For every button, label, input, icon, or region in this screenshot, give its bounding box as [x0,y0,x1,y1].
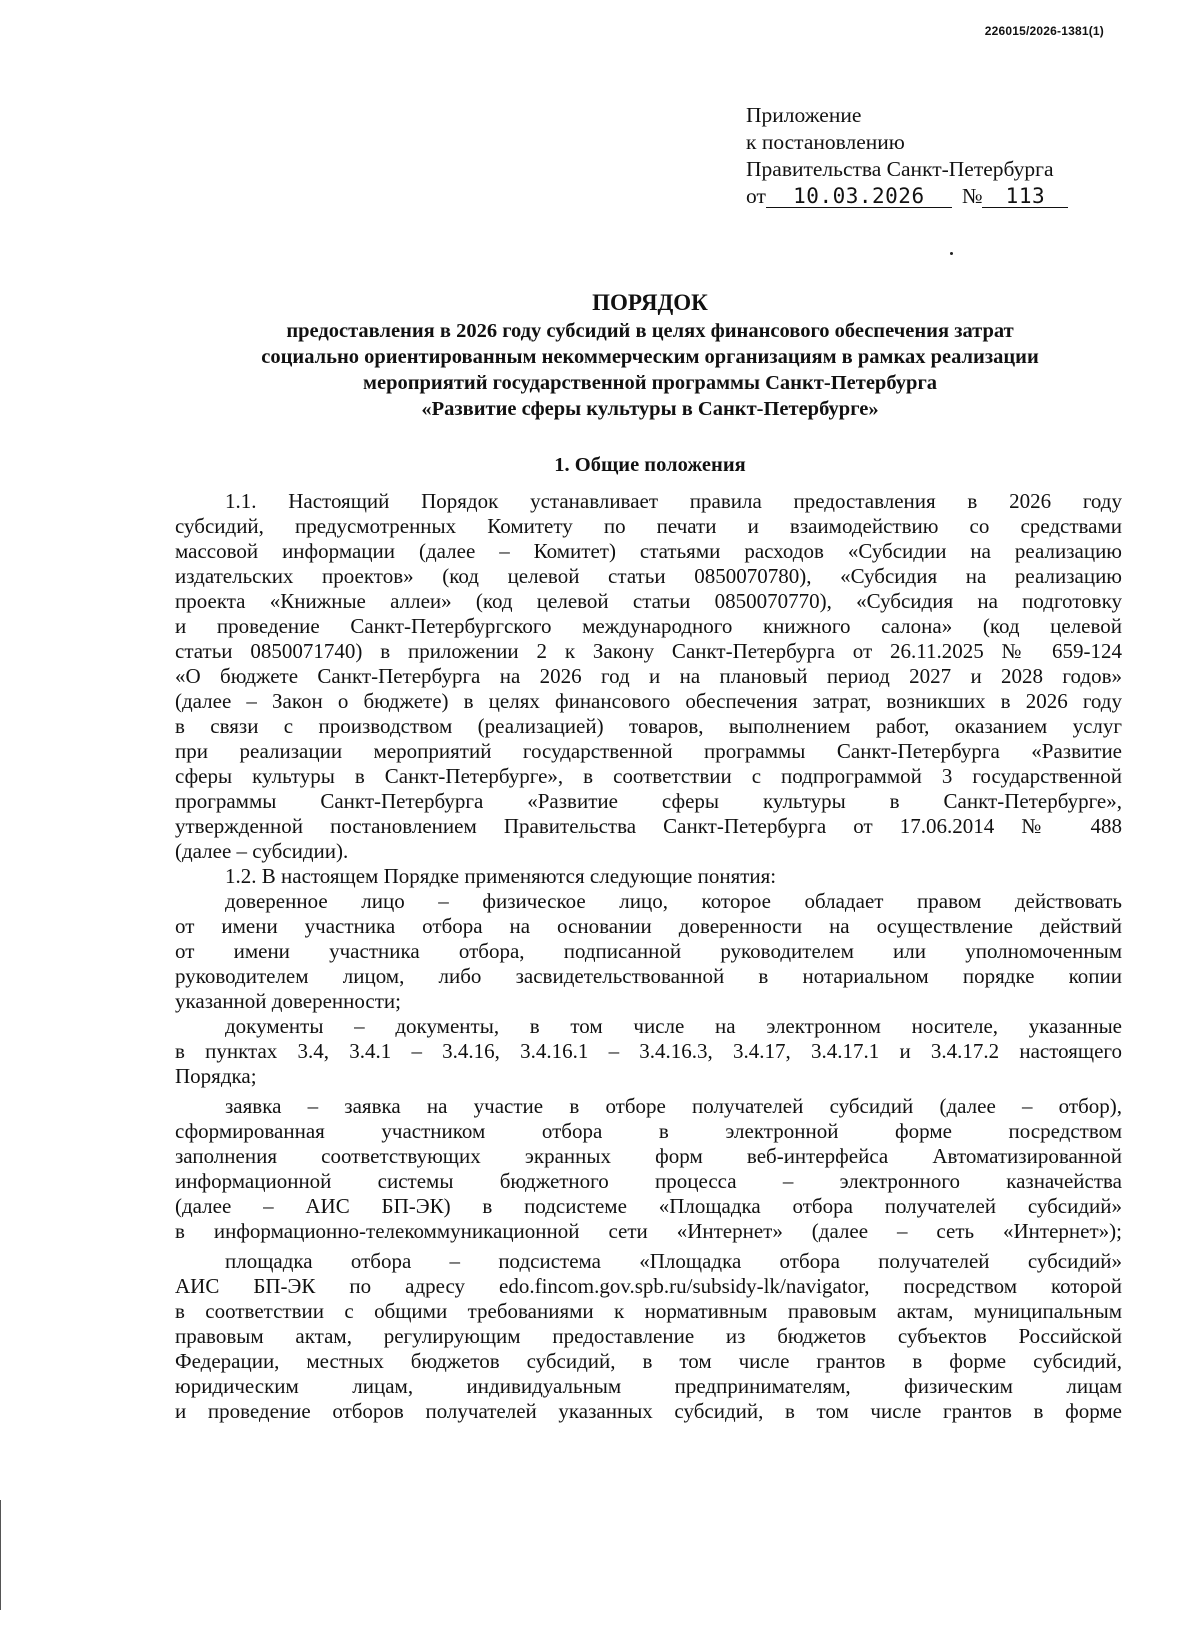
body-line: «О бюджете Санкт-Петербурга на 2026 год и на плановый период 2027 и 2028 годов» [175,664,1122,688]
body-line: и проведение Санкт-Петербургского международного книжного салона» (код целевой [175,614,1122,638]
body-line: руководителем лицом, либо засвидетельствованной в нотариальном порядке копии [175,964,1122,988]
body-line: сферы культуры в Санкт-Петербурге», в соответствии с подпрограммой 3 государственной [175,764,1122,788]
document-subtitle-line: предоставления в 2026 году субсидий в целях финансового обеспечения затрат [286,320,1014,342]
document-subtitle-line: «Развитие сферы культуры в Санкт-Петербурге» [421,398,879,420]
approval-number: 113 [982,185,1068,208]
body-line: Федерации, местных бюджетов субсидий, в том числе грантов в форме субсидий, [175,1349,1122,1373]
approval-date: 10.03.2026 [766,185,952,208]
body-line: 1.2. В настоящем Порядке применяются следующие понятия: [225,864,777,888]
approval-date-row [746,183,1068,210]
body-line: Порядка; [175,1064,257,1088]
body-line: проекта «Книжные аллеи» (код целевой статьи 0850070770), «Субсидия на подготовку [175,589,1122,613]
body-line: субсидий, предусмотренных Комитету по печати и взаимодействию со средствами [175,514,1122,538]
body-line: в соответствии с общими требованиями к нормативным правовым актам, муниципальным [175,1299,1122,1323]
document-subtitle-line: мероприятий государственной программы Санкт-Петербурга [363,372,937,394]
body-line: от имени участника отбора, подписанной руководителем или уполномоченным [175,939,1122,963]
body-line: утвержденной постановлением Правительства Санкт-Петербурга от 17.06.2014 № 488 [175,814,1122,838]
scan-edge-mark [0,1500,1,1610]
body-line: при реализации мероприятий государственной программы Санкт-Петербурга «Развитие [175,739,1122,763]
body-line: сформированная участником отбора в электронной форме посредством [175,1119,1122,1143]
body-line: доверенное лицо – физическое лицо, которое обладает правом действовать [225,889,1122,913]
document-registration-number: 226015/2026-1381(1) [984,24,1104,38]
body-line: в информационно-телекоммуникационной сети «Интернет» (далее – сеть «Интернет»); [175,1219,1122,1243]
body-line: юридическим лицам, индивидуальным предпринимателям, физическим лицам [175,1374,1122,1398]
approval-date-prefix: от [746,184,766,208]
approval-block [746,102,1068,210]
body-line: (далее – Закон о бюджете) в целях финансового обеспечения затрат, возникших в 2026 году [175,689,1122,713]
document-title: ПОРЯДОК [592,290,708,315]
body-line: 1.1. Настоящий Порядок устанавливает правила предоставления в 2026 году [225,489,1122,513]
body-line: программы Санкт-Петербурга «Развитие сферы культуры в Санкт-Петербурге», [175,789,1122,813]
approval-line-government: Правительства Санкт-Петербурга [746,157,1054,181]
scan-speck [950,252,953,255]
body-line: в пунктах 3.4, 3.4.1 – 3.4.16, 3.4.16.1 – 3.4.16.3, 3.4.17, 3.4.17.1 и 3.4.17.2 настоящего [175,1039,1122,1063]
body-line: в связи с производством (реализацией) товаров, выполнением работ, оказанием услуг [175,714,1122,738]
approval-line-appendix: Приложение [746,103,862,127]
body-line: статьи 0850071740) в приложении 2 к Закону Санкт-Петербурга от 26.11.2025 № 659-124 [175,639,1122,663]
body-line: издательских проектов» (код целевой статьи 0850070780), «Субсидия на реализацию [175,564,1122,588]
document-title-block [100,288,1200,422]
body-line: указанной доверенности; [175,989,401,1013]
approval-number-prefix: № [961,184,983,208]
section-heading: 1. Общие положения [554,454,746,476]
body-line: от имени участника отбора на основании доверенности на осуществление действий [175,914,1122,938]
body-line: АИС БП-ЭК по адресу edo.fincom.gov.spb.ru/subsidy-lk/navigator, посредством которой [175,1274,1122,1298]
approval-line-decree: к постановлению [746,130,905,154]
body-line: документы – документы, в том числе на электронном носителе, указанные [225,1014,1122,1038]
body-line: массовой информации (далее – Комитет) статьями расходов «Субсидии на реализацию [175,539,1122,563]
body-line: площадка отбора – подсистема «Площадка отбора получателей субсидий» [225,1249,1122,1273]
body-line: заявка – заявка на участие в отборе получателей субсидий (далее – отбор), [225,1094,1122,1118]
document-subtitle-line: социально ориентированным некоммерческим организациям в рамках реализации [261,346,1039,368]
body-line: правовым актам, регулирующим предоставление из бюджетов субъектов Российской [175,1324,1122,1348]
body-line: (далее – субсидии). [175,839,349,863]
body-line: (далее – АИС БП-ЭК) в подсистеме «Площадка отбора получателей субсидий» [175,1194,1122,1218]
body-line: заполнения соответствующих экранных форм веб-интерфейса Автоматизированной [175,1144,1122,1168]
body-line: и проведение отборов получателей указанных субсидий, в том числе грантов в форме [175,1399,1122,1423]
body-line: информационной системы бюджетного процесса – электронного казначейства [175,1169,1122,1193]
